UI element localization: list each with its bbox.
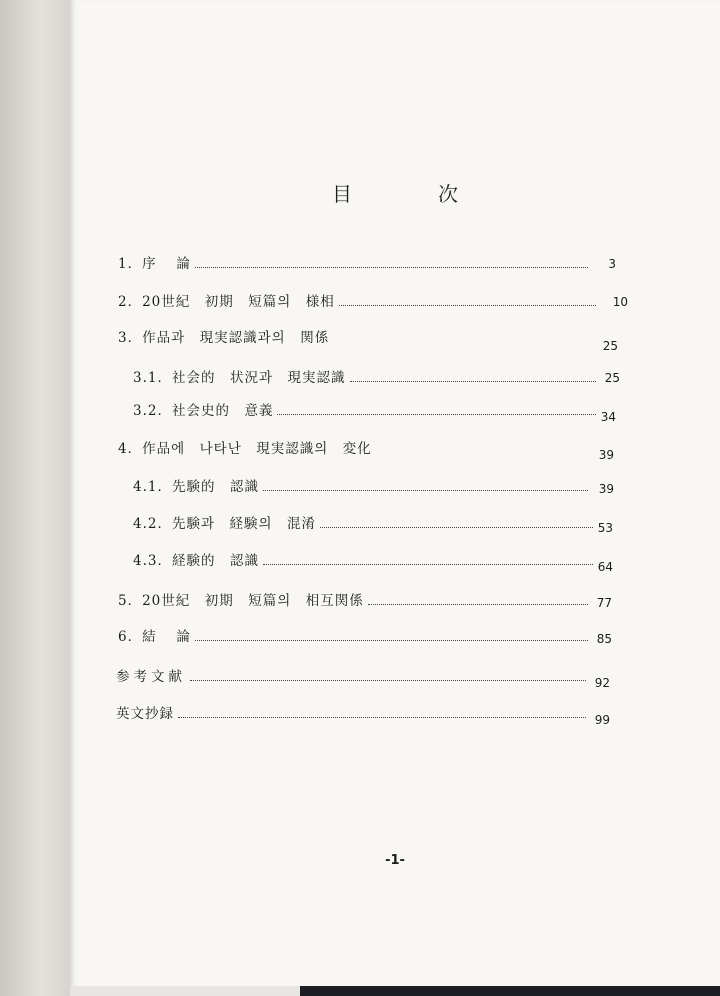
toc-entry-label: 4．作品에 나타난 現実認識의 変化	[118, 441, 372, 457]
toc-entry-4-2[interactable]	[133, 516, 613, 535]
toc-page-number: 92	[594, 676, 610, 690]
toc-page-number: 25	[604, 371, 620, 385]
toc-page-number: 34	[600, 410, 616, 424]
toc-title-char-2: 次	[438, 182, 544, 206]
toc-entry-label: 5．20世紀 初期 短篇의 相互関係	[118, 593, 364, 609]
toc-entry-4-3[interactable]	[133, 553, 613, 574]
toc-entry-label: 2．20世紀 初期 短篇의 様相	[118, 294, 335, 310]
toc-entry-3-1[interactable]	[133, 370, 620, 386]
toc-leader	[368, 604, 588, 605]
toc-title	[70, 178, 720, 207]
toc-page-number: 39	[598, 482, 614, 496]
toc-entry-label: 4.3．経験的 認識	[133, 553, 259, 569]
toc-leader	[263, 490, 588, 491]
toc-leader	[190, 680, 586, 681]
toc-entry-label: 4.1．先験的 認識	[133, 479, 259, 495]
document-page	[70, 0, 720, 996]
toc-leader	[320, 527, 593, 528]
toc-entry-label: 英文抄録	[116, 706, 174, 722]
toc-entry-label: 3．作品과 現実認識과의 関係	[118, 330, 330, 346]
toc-entry-2[interactable]	[118, 294, 628, 310]
toc-leader	[178, 717, 586, 718]
toc-page-number: 10	[612, 295, 628, 309]
toc-entry-6[interactable]	[118, 629, 612, 646]
toc-page-number: 85	[596, 632, 612, 646]
toc-entry-4-1[interactable]	[133, 479, 614, 496]
toc-leader	[339, 305, 596, 306]
toc-entry-label: 4.2．先験과 経験의 混淆	[133, 516, 317, 532]
toc-leader	[195, 267, 588, 268]
toc-page-number: 77	[596, 596, 612, 610]
toc-entry-1[interactable]	[118, 256, 616, 272]
toc-page-number: 53	[597, 521, 613, 535]
page-footer-number: -1-	[385, 853, 405, 868]
toc-entry-label: 3.2．社会史的 意義	[133, 403, 274, 419]
toc-entry-label: 参考文献	[116, 669, 186, 685]
scan-bottom-edge	[300, 986, 720, 996]
toc-entry-3-2[interactable]	[133, 403, 616, 424]
toc-entry-label: 6．結 論	[118, 629, 191, 645]
toc-title-char-1: 目	[332, 182, 438, 206]
toc-page-number: 25	[602, 339, 618, 353]
toc-entry-3[interactable]	[118, 330, 618, 353]
toc-entry-references[interactable]	[116, 669, 610, 690]
toc-leader	[195, 640, 588, 641]
toc-leader	[350, 381, 596, 382]
toc-entry-label: 1．序 論	[118, 256, 191, 272]
scan-left-margin	[0, 0, 70, 996]
toc-entry-5[interactable]	[118, 593, 612, 610]
toc-leader	[263, 564, 593, 565]
toc-leader	[277, 414, 596, 415]
toc-page-number: 99	[594, 713, 610, 727]
toc-page-number: 64	[597, 560, 613, 574]
toc-leader	[376, 452, 596, 453]
toc-entry-4[interactable]	[118, 441, 614, 462]
toc-page-number: 3	[608, 257, 616, 271]
toc-page-number: 39	[598, 448, 614, 462]
toc-leader	[333, 341, 596, 342]
toc-entry-english-abstract[interactable]	[116, 706, 610, 727]
toc-entry-label: 3.1．社会的 状況과 現実認識	[133, 370, 346, 386]
